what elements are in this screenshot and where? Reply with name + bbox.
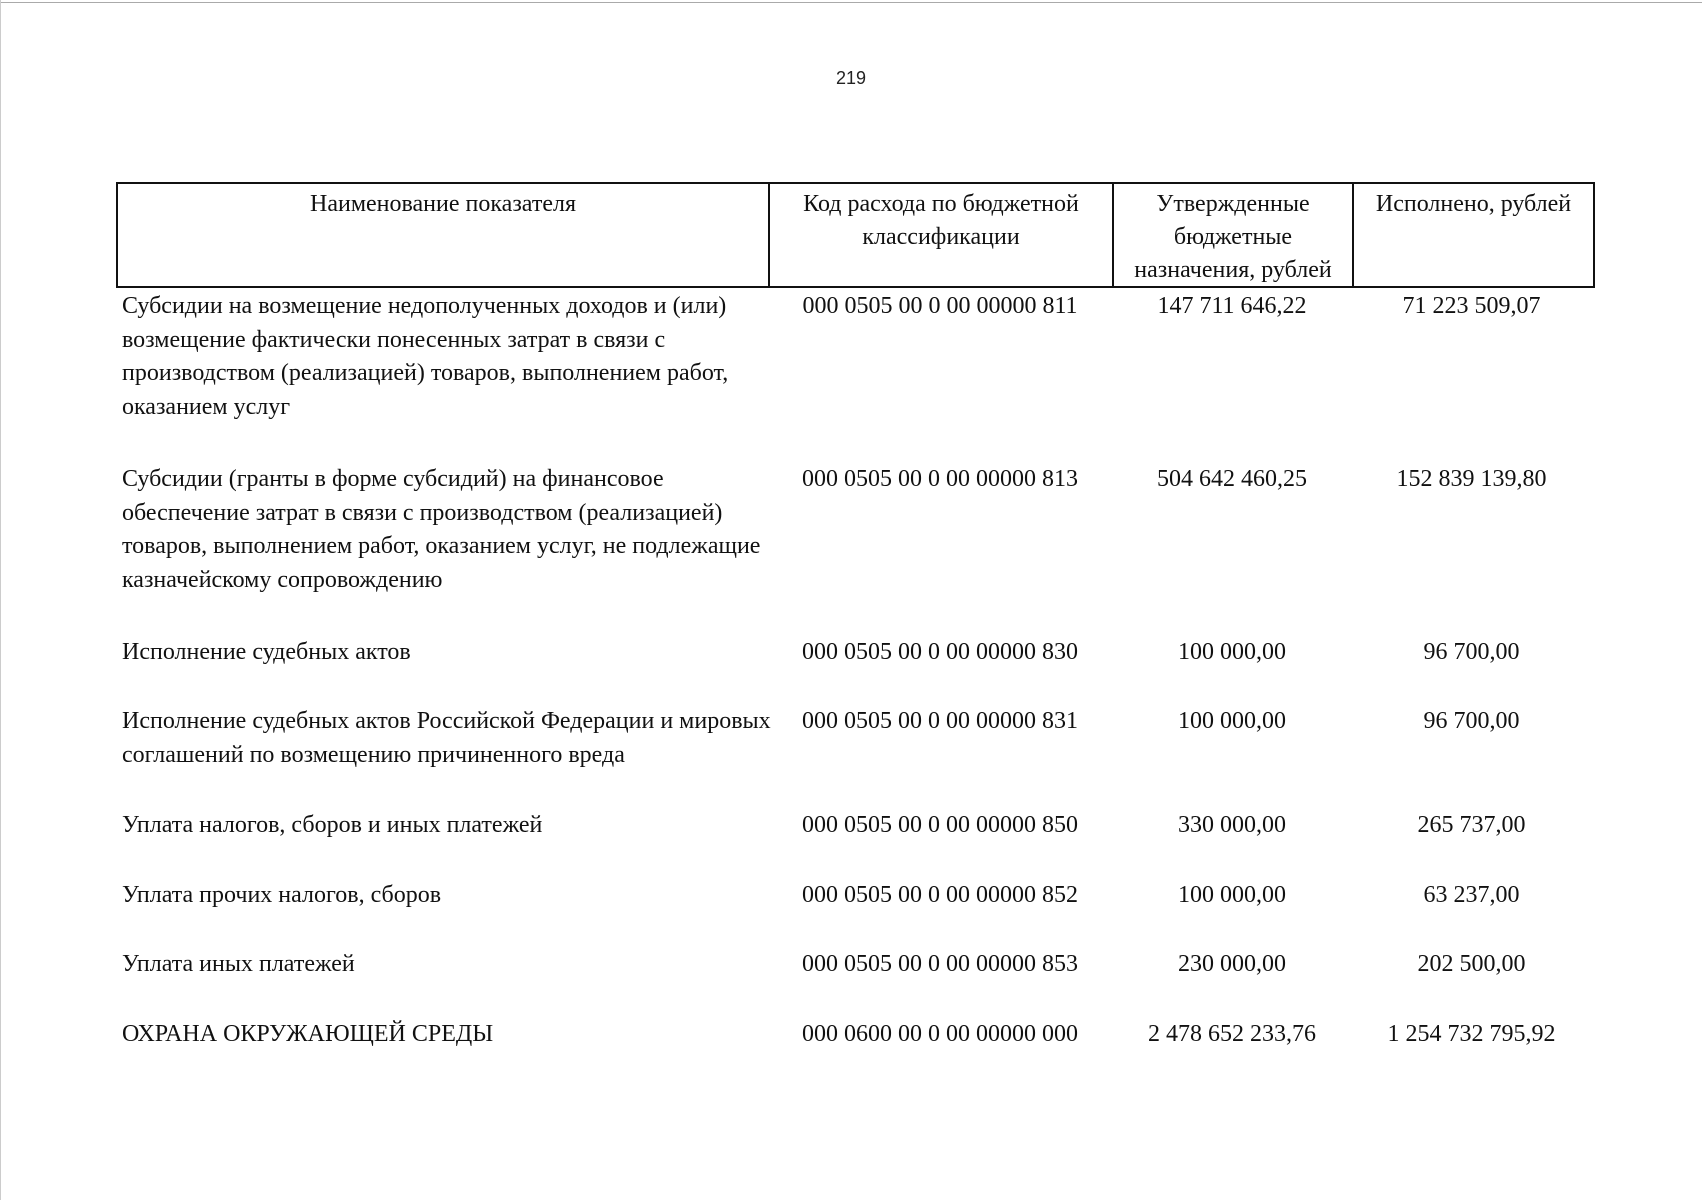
row-executed: 96 700,00	[1423, 708, 1520, 734]
row-approved: 100 000,00	[1178, 882, 1286, 908]
header-approved-amount: Утвержденные бюджетные назначения, рублей	[1114, 184, 1354, 286]
row-code: 000 0505 00 0 00 00000 850	[802, 812, 1078, 838]
row-executed: 1 254 732 795,92	[1387, 1021, 1556, 1047]
row-approved: 147 711 646,22	[1157, 293, 1307, 319]
row-name: Исполнение судебных актов	[122, 639, 411, 665]
row-name: Субсидии (гранты в форме субсидий) на финансовое обеспечение затрат в связи с производством (реализацией) товаров, выполнением работ, оказанием услуг, не подлежащие казначейскому сопровождению	[122, 466, 761, 593]
row-name: Уплата иных платежей	[122, 951, 355, 977]
row-code: 000 0505 00 0 00 00000 813	[802, 466, 1078, 492]
row-approved: 330 000,00	[1178, 812, 1286, 838]
row-code: 000 0505 00 0 00 00000 811	[802, 293, 1078, 319]
row-executed: 265 737,00	[1417, 812, 1526, 838]
row-executed: 63 237,00	[1423, 882, 1520, 908]
row-code: 000 0505 00 0 00 00000 853	[802, 951, 1078, 977]
row-code: 000 0600 00 0 00 00000 000	[802, 1021, 1078, 1047]
table-header	[116, 182, 1595, 288]
header-executed-amount: Исполнено, рублей	[1375, 191, 1572, 217]
row-executed: 152 839 139,80	[1396, 466, 1547, 492]
row-code: 000 0505 00 0 00 00000 830	[802, 639, 1078, 665]
row-name: Уплата прочих налогов, сборов	[122, 882, 442, 908]
row-executed: 96 700,00	[1423, 639, 1520, 665]
row-executed: 71 223 509,07	[1402, 293, 1541, 319]
row-name: ОХРАНА ОКРУЖАЮЩЕЙ СРЕДЫ	[122, 1021, 494, 1047]
row-approved: 2 478 652 233,76	[1148, 1021, 1316, 1047]
header-expense-code: Код расхода по бюджетной классификации	[770, 184, 1114, 286]
row-approved: 100 000,00	[1178, 639, 1286, 665]
page-number: 219	[835, 68, 867, 88]
row-code: 000 0505 00 0 00 00000 852	[802, 882, 1078, 908]
row-approved: 100 000,00	[1178, 708, 1286, 734]
scan-edge-line	[0, 2, 1702, 3]
row-approved: 504 642 460,25	[1157, 466, 1307, 492]
row-code: 000 0505 00 0 00 00000 831	[802, 708, 1078, 734]
row-approved: 230 000,00	[1178, 951, 1286, 977]
row-name: Уплата налогов, сборов и иных платежей	[122, 812, 543, 838]
row-executed: 202 500,00	[1417, 951, 1526, 977]
row-name: Исполнение судебных актов Российской Федерации и мировых соглашений по возмещению причиненного вреда	[122, 708, 771, 768]
row-name: Субсидии на возмещение недополученных доходов и (или) возмещение фактически понесенных затрат в связи с производством (реализацией) товаров, выполнением работ, оказанием услуг	[122, 293, 729, 420]
scan-margin-line	[0, 0, 1, 1200]
header-indicator-name: Наименование показателя	[118, 184, 770, 286]
